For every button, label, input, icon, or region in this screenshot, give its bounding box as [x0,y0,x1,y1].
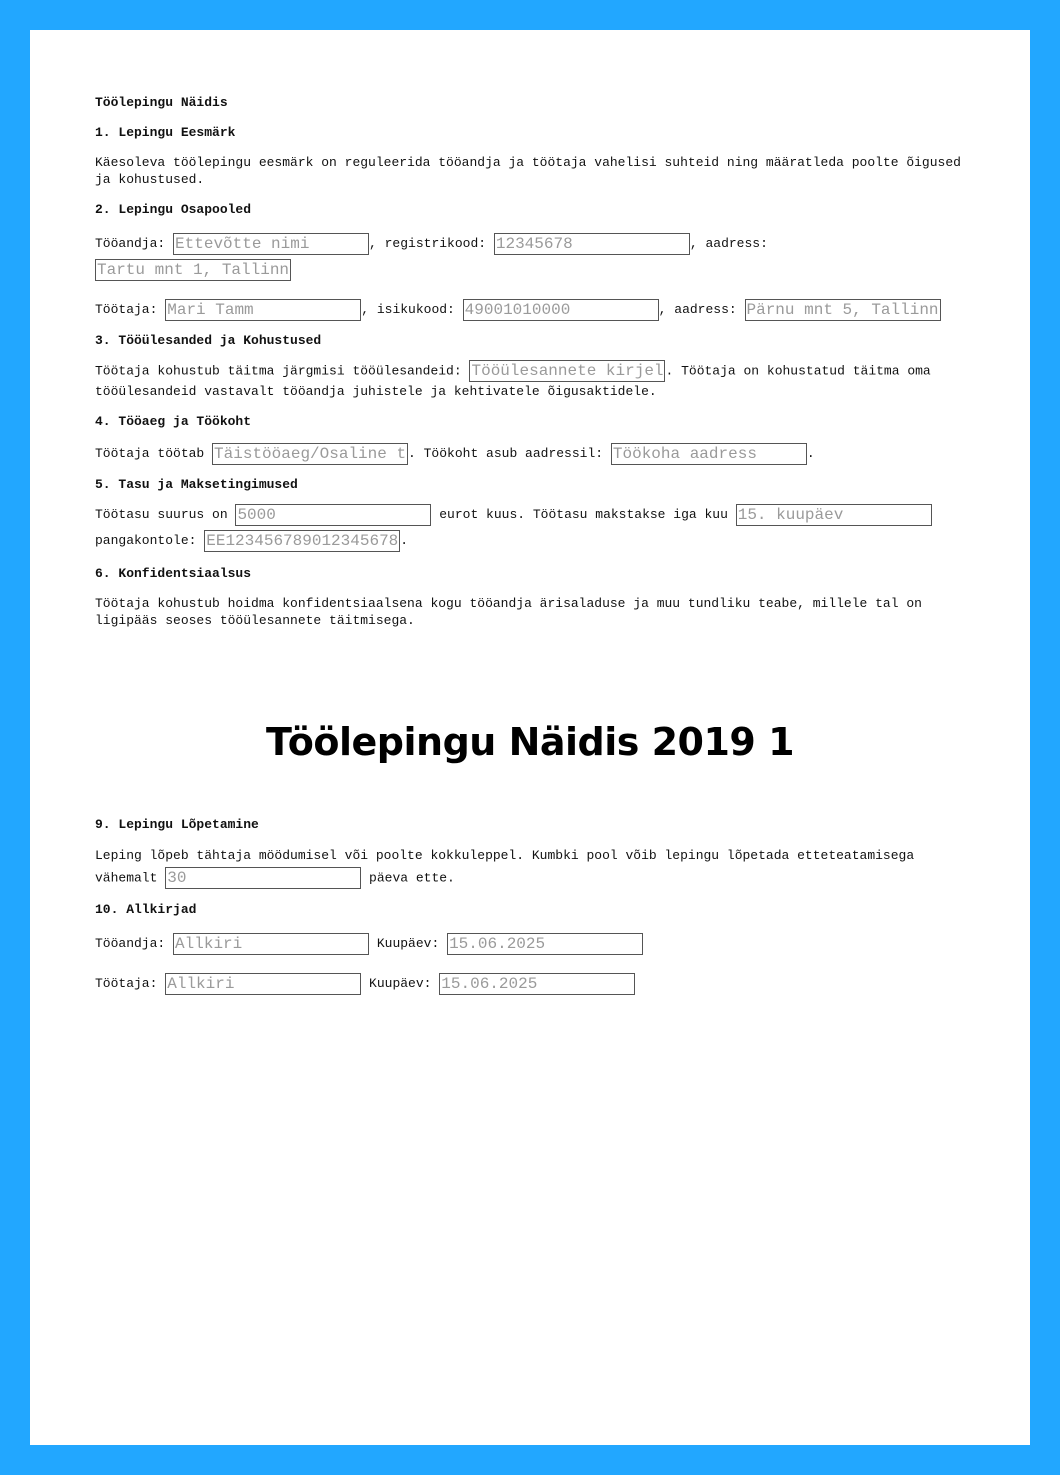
employer-address-label: , aadress: [689,236,768,251]
section-4-end: . [806,446,815,461]
employee-sig-label: Töötaja: [95,976,158,992]
section-3-text [95,360,965,402]
idcode-label: , isikukood: [361,302,455,317]
regcode-input[interactable] [494,233,690,255]
tasks-input[interactable] [469,360,665,382]
employer-date-label: Kuupäev: [376,936,440,952]
termination-text-before: Leping lõpeb tähtaja möödumisel või poolte kokkuleppel. Kumbki pool võib lepingu lõpetada etteteatamisega vähemalt [95,848,915,886]
employer-date-input[interactable] [447,933,643,955]
account-label: pangakontole: [95,533,197,548]
salary-text-before: Töötasu suurus on [95,507,228,522]
employee-date-input[interactable] [439,973,635,995]
section-3-heading: 3. Tööülesanded ja Kohustused [95,333,322,348]
salary-input[interactable] [235,504,431,526]
notice-days-input[interactable] [165,867,361,889]
employee-name-input[interactable] [165,299,361,321]
worktime-text-before: Töötaja töötab [95,446,205,461]
section-4-heading: 4. Tööaeg ja Töökoht [95,414,252,429]
employee-signature-input[interactable] [165,973,361,995]
employer-signature-line [95,931,965,957]
document-banner: Töölepingu Näidis 2019 1 [265,720,795,764]
employee-line [95,297,965,323]
section-4-text [95,441,965,467]
section-5-heading: 5. Tasu ja Maksetingimused [95,477,298,492]
employee-label: Töötaja: [95,302,158,317]
employer-line [95,231,965,283]
section-1-text: Käesoleva töölepingu eesmärk on reguleerida tööandja ja töötaja vahelisi suhteid ning määratleda poolte õigused ja kohustused. [95,155,961,187]
section-5-end: . [400,533,409,548]
regcode-label: , registrikood: [369,236,487,251]
payday-input[interactable] [736,504,932,526]
employer-label: Tööandja: [95,236,166,251]
section-1-heading: 1. Lepingu Eesmärk [95,125,236,140]
section-10-heading: 10. Allkirjad [95,902,197,918]
contract-form [95,92,965,629]
employer-name-input[interactable] [173,233,369,255]
employee-signature-line [95,971,965,997]
worktime-input[interactable] [212,443,408,465]
idcode-input[interactable] [463,299,659,321]
section-6-text: Töötaja kohustub hoidma konfidentsiaalsena kogu tööandja ärisaladuse ja muu tundliku teabe, millele tal on ligipääs seoses tööülesannete täitmisega. [95,596,922,628]
employer-address-input[interactable] [95,259,291,281]
section-9-heading: 9. Lepingu Lõpetamine [95,817,259,832]
iban-input[interactable] [204,530,400,552]
salary-text-mid: eurot kuus. Töötasu makstakse iga kuu [439,507,728,522]
tasks-text-after: . Töötaja on kohustatud täitma oma tööülesandeid vastavalt tööandja juhistele ja kehtivatele õigusaktidele. [95,363,931,399]
document-page [30,30,1030,1445]
document-title: Töölepingu Näidis [95,95,228,110]
workplace-input[interactable] [611,443,807,465]
employee-date-label: Kuupäev: [369,976,432,992]
employee-address-label: , aadress: [658,302,737,317]
employee-address-input[interactable] [745,299,941,321]
tasks-text-before: Töötaja kohustub täitma järgmisi tööülesandeid: [95,363,462,379]
section-2-heading: 2. Lepingu Osapooled [95,202,252,217]
employer-sig-label: Tööandja: [95,936,166,952]
employer-signature-input[interactable] [173,933,369,955]
section-9-text [95,845,965,889]
contract-form-end [95,816,965,997]
termination-text-after: päeva ette. [369,870,455,886]
section-5-text [95,502,965,554]
section-6-heading: 6. Konfidentsiaalsus [95,566,252,581]
workplace-text: . Töökoht asub aadressil: [408,446,604,461]
